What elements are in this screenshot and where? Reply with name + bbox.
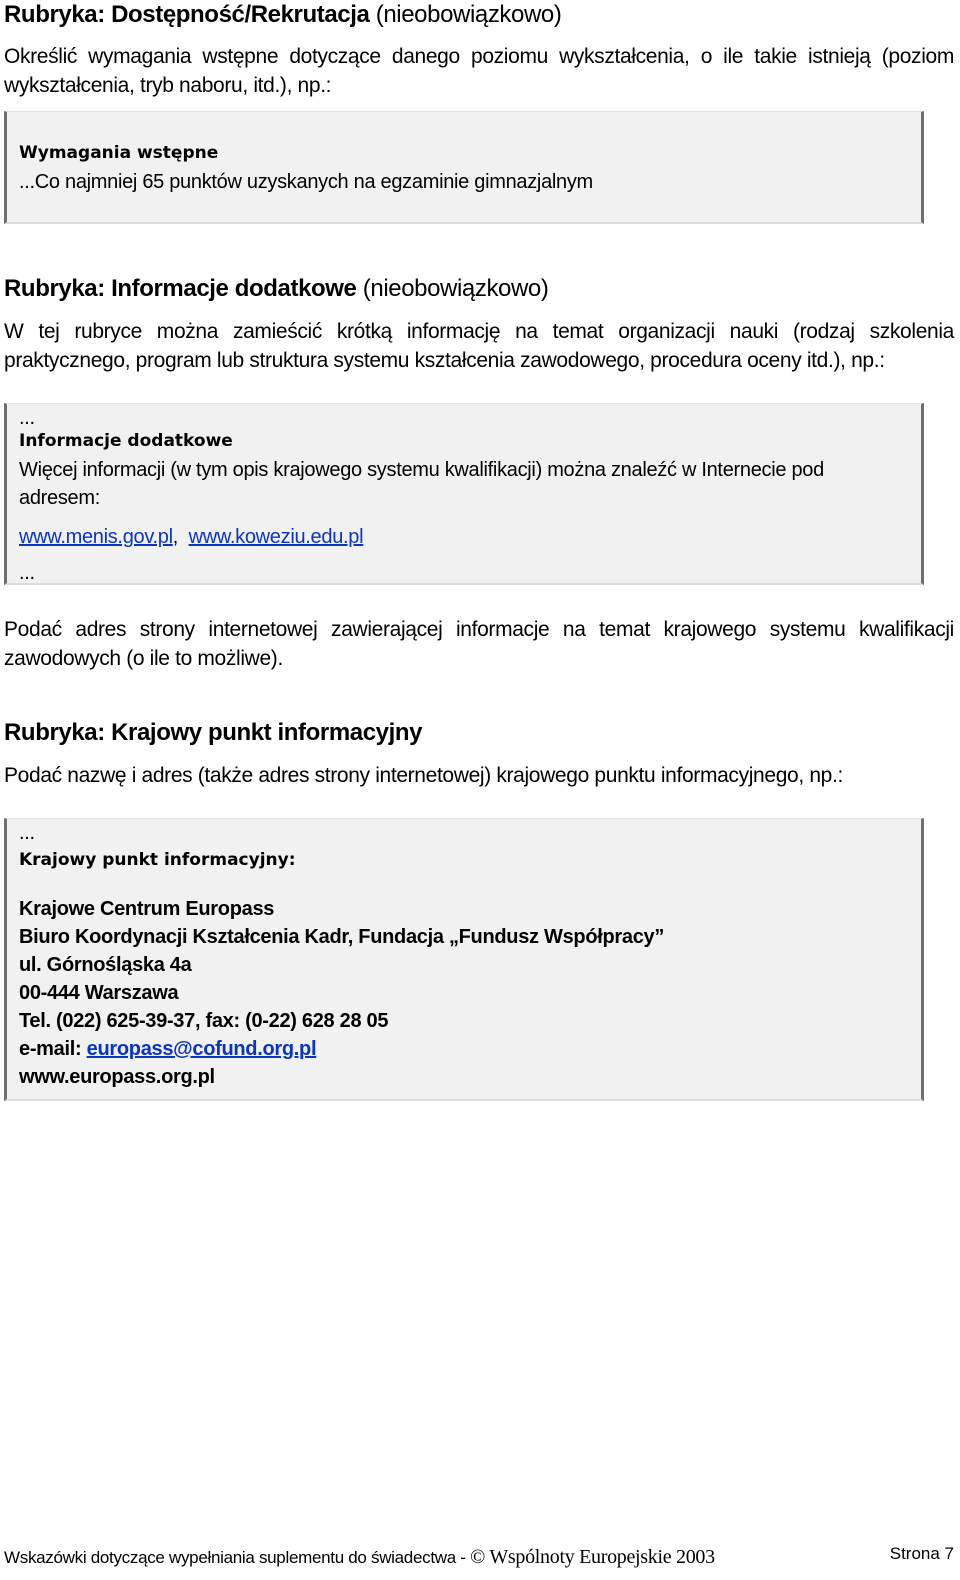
- heading-note: (nieobowiązkowo): [375, 1, 562, 28]
- section-heading-additional-info: [4, 274, 548, 304]
- email-label: e-mail:: [19, 1038, 82, 1060]
- admission-intro: Określić wymagania wstępne dotyczące danego poziomu wykształcenia, o ile takie istnieją (poziom wykształcenia, tryb naboru, itd.), np.:: [4, 45, 954, 97]
- page-footer: [4, 1542, 954, 1570]
- admission-example-box: [4, 111, 924, 224]
- box-title: Krajowy punkt informacyjny:: [19, 850, 296, 870]
- email-link[interactable]: europass@cofund.org.pl: [86, 1038, 317, 1060]
- website-instruction: Podać adres strony internetowej zawierającej informacje na temat krajowego systemu kwalifikacji zawodowych (o ile to możliwe).: [4, 618, 954, 670]
- additional-info-example-box: [4, 403, 924, 585]
- ellipsis: ...: [19, 822, 35, 844]
- ellipsis: ...: [19, 407, 35, 429]
- section-heading-info-point: [4, 718, 422, 748]
- ellipsis: ...: [19, 562, 35, 584]
- link-menis[interactable]: www.menis.gov.pl: [19, 526, 173, 548]
- address-line: Biuro Koordynacji Kształcenia Kadr, Fundacja „Fundusz Współpracy”: [19, 926, 665, 948]
- heading-title: Informacje dodatkowe: [111, 275, 357, 302]
- box-text: ...Co najmniej 65 punktów uzyskanych na egzaminie gimnazjalnym: [19, 171, 593, 193]
- heading-note: (nieobowiązkowo): [362, 275, 549, 302]
- links-row: [19, 523, 909, 551]
- box-title: Wymagania wstępne: [19, 143, 219, 163]
- address-line: Krajowe Centrum Europass: [19, 898, 275, 920]
- heading-title: Dostępność/Rekrutacja: [111, 1, 370, 28]
- footer-text: [4, 1546, 715, 1569]
- footer-document-title: Wskazówki dotyczące wypełniania suplementu do świadectwa -: [4, 1548, 466, 1567]
- page-number: Strona 7: [889, 1544, 954, 1563]
- link-separator: ,: [172, 526, 179, 548]
- website-line: www.europass.org.pl: [19, 1066, 215, 1088]
- heading-label: Rubryka:: [4, 1, 105, 28]
- box-title: Informacje dodatkowe: [19, 431, 233, 451]
- info-point-intro: Podać nazwę i adres (także adres strony internetowej) krajowego punktu informacyjnego, np.:: [4, 764, 843, 787]
- additional-info-intro: W tej rubryce można zamieścić krótką informację na temat organizacji nauki (rodzaj szkolenia praktycznego, program lub struktura systemu kształcenia zawodowego, procedura oceny itd.), np.:: [4, 320, 954, 372]
- email-line: [19, 1035, 909, 1063]
- heading-title: Krajowy punkt informacyjny: [111, 719, 423, 746]
- box-text: Więcej informacji (w tym opis krajowego systemu kwalifikacji) można znaleźć w Internecie pod adresem:: [19, 459, 824, 509]
- info-point-example-box: [4, 818, 924, 1101]
- footer-copyright: © Wspólnoty Europejskie 2003: [470, 1546, 715, 1568]
- section-heading-admission: [4, 0, 561, 30]
- address-line: 00-444 Warszawa: [19, 982, 179, 1004]
- heading-label: Rubryka:: [4, 275, 105, 302]
- heading-label: Rubryka:: [4, 719, 105, 746]
- phone-fax-line: Tel. (022) 625-39-37, fax: (0-22) 628 28 05: [19, 1010, 389, 1032]
- address-line: ul. Górnośląska 4a: [19, 954, 192, 976]
- link-koweziu[interactable]: www.koweziu.edu.pl: [188, 526, 364, 548]
